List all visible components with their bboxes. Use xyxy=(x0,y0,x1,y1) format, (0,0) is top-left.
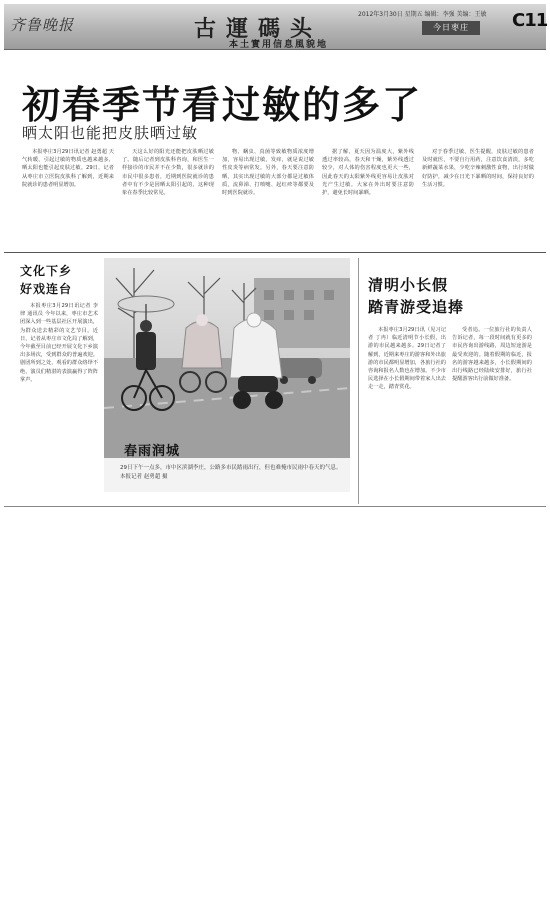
lead-column-4 xyxy=(322,148,414,246)
right-story-column-1 xyxy=(368,326,446,506)
lead-paragraph: 据了解，夏天因为温度大，紫外线透过率较高，春天和干燥，紫外线透过较少，对人体的伤害程度也更大一些，因此春天的太阳紫外线更容易让皮肤对光产生过敏。大家在外出时要注意防护，避免长时间暴晒。 xyxy=(322,149,414,197)
page-number: C11 xyxy=(512,10,548,31)
lead-column-2 xyxy=(122,148,214,246)
lead-column-3 xyxy=(222,148,314,246)
news-photo xyxy=(104,258,350,458)
lead-column-5 xyxy=(422,148,534,246)
right-story-title: 踏青游受追捧 xyxy=(368,298,465,316)
section-divider xyxy=(4,252,546,253)
right-story-paragraph: 受者追。一位旅行社的负责人告诉记者，每一段时间就有更多的市民咨询出游线路，周边短途游是最受欢迎的。随着假期的临近，报名的游客越来越多，小长假期间的出行线路已经陆续安排好，旅行社提醒游客出行前做好准备。 xyxy=(452,327,532,383)
left-story-paragraph: 本报枣庄3月29日讯记者 李 律 通讯员 今年以来，枣庄市艺术团深入到一些基层社区开展演出，为群众送去精彩的文艺节目。近日，记者从枣庄市文化局了解到，今年截至目前已经开展文化下乡演出多场次，受到群众的普遍欢迎。剧团所到之处，观看的群众络绎不绝，演员们精湛的表演赢得了阵阵掌声。 xyxy=(20,303,98,383)
paper-logo: 齐鲁晚报 xyxy=(10,16,75,34)
lead-paragraph: 天这么好的阳光还能把皮肤晒过敏了。随后记者到皮肤科咨询，和医生一样接诊的市民并不在少数，很多就诊的市民中很多患者，近期到医院就诊的患者中有不少是因晒太阳引起的，这种现象在春季比较常见。 xyxy=(122,149,214,197)
lead-paragraph: 本报枣庄3月29日讯记者 赵勇超 天气转暖，引起过敏的物质也越来越多，晒太阳也能引起皮肤过敏。29日，记者从枣庄市立医院皮肤科了解到，近期来院就诊的患者明显增加。 xyxy=(22,149,114,188)
right-story-column-2 xyxy=(452,326,532,506)
photo-caption: 29日下午一点多，市中区滨湖李庄，公路多市民踏雨出行，但也难掩市民雨中春天的气息。 本报记者 赵勇超 摄 xyxy=(120,465,342,480)
left-story-body xyxy=(20,302,98,492)
left-story-title: 文化下乡 xyxy=(20,264,73,278)
column-divider xyxy=(358,258,359,504)
left-story-title: 好戏连台 xyxy=(20,282,73,296)
date-line: 2012年3月30日 星期五 编辑：李强 美编：王敏 xyxy=(358,11,487,18)
photo-title: 春雨润城 xyxy=(124,444,181,459)
column-slogan: 本土實用信息風貌地 xyxy=(229,40,329,50)
lead-paragraph: 物、螨虫、真菌等致敏物质浓度增加，容易出现过敏，发痒，就是说过敏性皮炎等病常发。另外，春天要注意防晒，其实出现过敏的大部分都是过敏体质，流鼻涕、打喷嚏、起红疹等都要及时到医院就诊。 xyxy=(222,149,314,197)
page-bottom-rule xyxy=(4,506,546,507)
right-story-title: 清明小长假 xyxy=(368,276,449,294)
street-scene-illustration xyxy=(104,258,350,458)
right-story-paragraph: 本报枣庄3月29日讯（见习记者 丁冉）临近清明节小长假，出游的市民越来越多。29日记者了解到，近期来枣庄的游客和外出旅游的市民都明显增加，各旅行社的咨询和报名人数也在增加。不少市民选择在小长假期间带着家人出去走一走，踏青赏花。 xyxy=(368,327,446,391)
masthead xyxy=(4,4,546,50)
lead-column-1 xyxy=(22,148,114,246)
section-tag: 今日枣庄 xyxy=(422,21,480,35)
lead-subhead: 晒太阳也能把皮肤晒过敏 xyxy=(22,124,199,142)
lead-paragraph: 对于春季过敏，医生提醒，皮肤过敏的患者及时就医，不要自行用药，注意饮食清淡，多吃新鲜蔬菜水果，少吃辛辣刺激性食物，出行时做好防护，减少在日光下暴晒的时间，保持良好的生活习惯。 xyxy=(422,149,534,188)
column-name: 古運碼头 xyxy=(194,16,323,42)
lead-headline: 初春季节看过敏的多了 xyxy=(22,83,423,127)
